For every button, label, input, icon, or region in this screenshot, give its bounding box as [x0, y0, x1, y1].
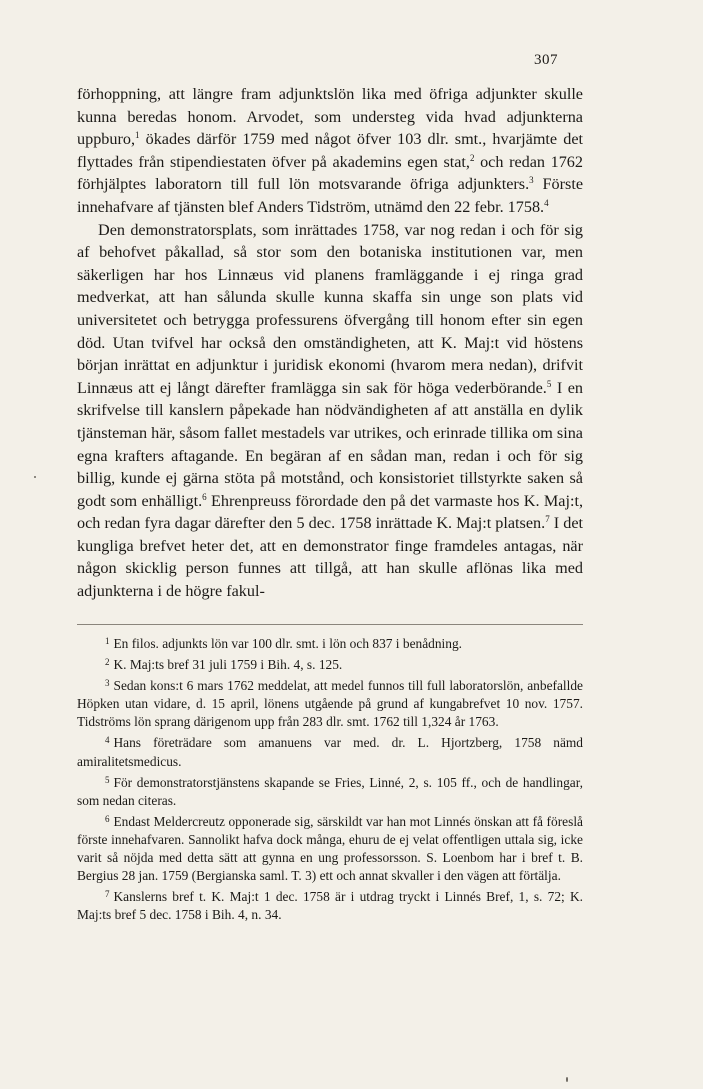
footnote-divider	[77, 624, 583, 625]
footnote	[77, 810, 583, 885]
footnote-reference[interactable]: 4	[544, 197, 549, 208]
footnote-text: Sedan kons:t 6 mars 1762 meddelat, att medel funnos till full laboratorslön, anbefallde Höpken utan vidare, d. 15 april, lönens utgående på grund af kungabrefvet 10 nov. 1757. Tidströms lön sprang därigenom upp från 283 dlr. smt. 1762 till 1,324 år 1763.	[77, 678, 583, 730]
footnote-reference[interactable]: 2	[469, 152, 475, 163]
footnote	[77, 771, 583, 810]
footnote-text: K. Maj:ts bref 31 juli 1759 i Bih. 4, s. 125.	[113, 657, 343, 673]
footnote-number: 1	[105, 636, 110, 646]
footnote-text: Endast Meldercreutz opponerade sig, särskildt var han mot Linnés önskan att få föreslå förste innehafvaren. Sannolikt hafva dock många, ehuru de ej velat offentligen uttala sig, icke varit så nöjda med detta sätt att gynna en ung professorsson. S. Loenbom har i bref t. B. Bergius 28 jan. 1759 (Bergianska saml. T. 3) ett och annat skvaller i den vägen att förtälja.	[77, 813, 583, 884]
footnote	[77, 653, 583, 674]
text-run: Ehrenpreuss förordade den på det varmaste hos K. Maj:t, och redan fyra dagar därefter den 5 dec. 1758 inrättade K. Maj:t platsen.	[77, 491, 584, 533]
footnote-text: En filos. adjunkts lön var 100 dlr. smt. i lön och 837 i benådning.	[113, 636, 462, 651]
footnote-number: 3	[105, 678, 110, 689]
footnote-text: Hans företrädare som amanuens var med. dr. L. Hjortzberg, 1758 nämd amiralitetsmedicus.	[77, 735, 583, 769]
footnote-number: 7	[105, 889, 110, 900]
text-run: ökades därför 1759 med något öfver 103 dlr. smt., hvarjämte det flyttades från stipendiestaten öfver på akademins egen stat,	[77, 130, 583, 171]
footnote	[77, 731, 583, 770]
text-run: I det kungliga brefvet heter det, att en demonstrator finge framdeles antagas, när någon skicklig person funnes att tillgå, att han skulle aflönas lika med adjunkterna i de högre fakul-	[77, 514, 583, 601]
text-run: Förste innehafvare af tjänsten blef Anders Tidström, utnämd den 22 febr. 1758.	[77, 175, 584, 216]
margin-mark	[34, 476, 36, 478]
footnote-reference[interactable]: 6	[202, 491, 207, 502]
footnote-text: För demonstratorstjänstens skapande se Fries, Linné, 2, s. 105 ff., och de handlingar, som nedan citeras.	[77, 774, 583, 808]
text-run: I en skrifvelse till kanslern påpekade han nödvändigheten af att anställa en dylik tjänsteman här, såsom fallet mestadels var utrikes, och erinrade tillika om sina egna krafters aftagande. En begäran af en sådan man, redan i och för sig billig, kunde ej gärna stöta på motstånd, och konsistoriet tillstyrkte saken så godt som enhälligt.	[77, 378, 583, 510]
footnote-reference[interactable]: 5	[546, 378, 552, 389]
margin-mark	[566, 1077, 568, 1082]
footnote-number: 5	[105, 774, 110, 785]
paragraph	[77, 219, 583, 603]
paragraph	[77, 83, 583, 219]
footnote-reference[interactable]: 3	[529, 175, 534, 186]
page-number: 307	[534, 52, 558, 68]
footnote	[77, 885, 583, 924]
footnote-reference[interactable]: 1	[135, 130, 140, 141]
text-run: och redan 1762 förhjälptes laboratorn till full lön motsvarande öfriga adjunkters.	[77, 152, 583, 194]
footnote-number: 6	[105, 813, 110, 824]
footnote-number: 4	[105, 735, 110, 746]
footnote	[77, 632, 583, 653]
footnote	[77, 674, 583, 731]
text-run: Den demonstratorsplats, som inrättades 1758, var nog redan i och för sig af behofvet påkallad, så stor som den botaniska institutionen var, men säkerligen har hos Linnæus vid planens framläggande i ej ringa grad medverkat, att han sålunda skulle kunna skaffa sin unge son plats vid universitetet och betrygga professurens öfvergång till honom efter sin egen död. Utan tvifvel har också den omständigheten, att K. Maj:t vid höstens början inrättat en adjunktur i juridisk ekonomi (hvarom mera nedan), drifvit Linnæus att ej långt därefter framlägga sin sak för höga vederbörande.	[77, 220, 583, 397]
footnote-number: 2	[105, 657, 110, 668]
text-run: förhoppning, att längre fram adjunktslön lika med öfriga adjunkter skulle kunna beredas honom. Arvodet, som understeg vida hvad adjunkterna uppburo,	[77, 85, 583, 149]
footnote-reference[interactable]: 7	[545, 514, 550, 525]
body-text	[77, 83, 583, 603]
footnote-text: Kanslerns bref t. K. Maj:t 1 dec. 1758 är i utdrag tryckt i Linnés Bref, 1, s. 72; K. Maj:ts bref 5 dec. 1758 i Bih. 4, n. 34.	[77, 889, 583, 923]
footnotes	[77, 632, 583, 924]
